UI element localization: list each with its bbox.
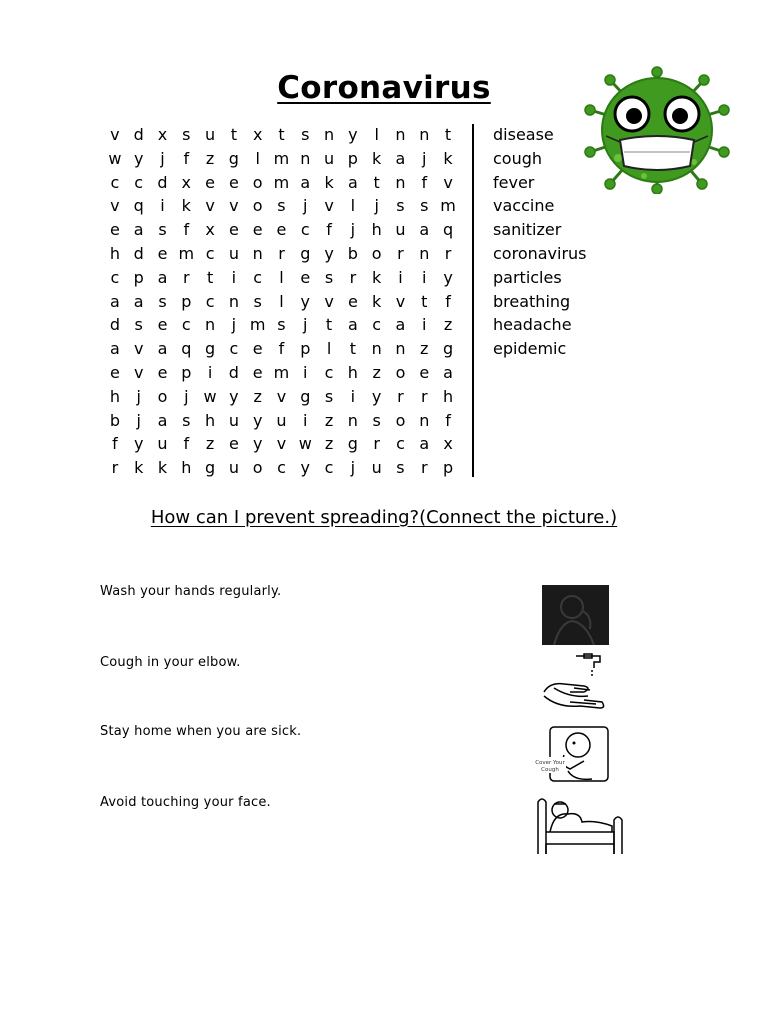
grid-letter: z bbox=[324, 410, 334, 430]
grid-letter: k bbox=[134, 458, 144, 478]
grid-letter: c bbox=[205, 291, 215, 311]
grid-letter: x bbox=[443, 434, 453, 454]
grid-letter: g bbox=[347, 434, 358, 454]
grid-letter: h bbox=[371, 220, 382, 240]
grid-letter: c bbox=[110, 267, 120, 287]
grid-letter: u bbox=[395, 220, 406, 240]
grid-letter: m bbox=[249, 315, 266, 335]
grid-letter: w bbox=[108, 148, 122, 168]
grid-letter: c bbox=[324, 362, 334, 382]
grid-letter: p bbox=[442, 458, 454, 478]
grid-letter: e bbox=[252, 362, 263, 382]
grid-letter: p bbox=[181, 362, 192, 382]
grid-letter: o bbox=[252, 172, 263, 192]
grid-letter: c bbox=[110, 172, 120, 192]
grid-letter: m bbox=[178, 243, 195, 263]
grid-row bbox=[103, 123, 460, 147]
grid-letter: d bbox=[157, 172, 168, 192]
grid-letter: e bbox=[300, 267, 311, 287]
grid-letter: g bbox=[300, 386, 311, 406]
grid-letter: n bbox=[395, 125, 406, 144]
cover-cough-text-2: Cough bbox=[541, 767, 559, 773]
grid-letter: h bbox=[181, 458, 192, 478]
grid-letter: v bbox=[133, 362, 144, 382]
grid-letter: b bbox=[109, 410, 120, 430]
grid-letter: c bbox=[229, 339, 239, 359]
grid-letter: t bbox=[278, 125, 285, 144]
grid-letter: n bbox=[228, 291, 239, 311]
grid-row bbox=[103, 171, 460, 195]
grid-letter: c bbox=[324, 458, 334, 478]
grid-letter: k bbox=[372, 267, 382, 287]
grid-letter: u bbox=[228, 243, 239, 263]
grid-letter: e bbox=[157, 243, 168, 263]
grid-letter: s bbox=[324, 267, 334, 287]
grid-letter: y bbox=[300, 291, 310, 311]
grid-letter: a bbox=[395, 315, 406, 335]
grid-letter: r bbox=[278, 243, 285, 263]
grid-letter: l bbox=[374, 125, 379, 144]
tip-wash-hands: Wash your hands regularly. bbox=[100, 584, 282, 599]
grid-letter: g bbox=[205, 458, 216, 478]
grid-letter: r bbox=[397, 386, 404, 406]
grid-letter: s bbox=[277, 196, 286, 216]
grid-letter: n bbox=[252, 243, 263, 263]
grid-letter: v bbox=[324, 196, 334, 216]
grid-row bbox=[103, 409, 460, 433]
tip-cough-elbow: Cough in your elbow. bbox=[100, 655, 241, 670]
grid-letter: i bbox=[350, 386, 356, 406]
grid-row bbox=[103, 432, 460, 456]
grid-letter: n bbox=[205, 315, 216, 335]
grid-letter: t bbox=[349, 339, 356, 359]
section-question: How can I prevent spreading?(Connect the picture.) bbox=[150, 507, 618, 528]
word-list bbox=[493, 123, 587, 361]
grid-row bbox=[103, 242, 460, 266]
grid-row bbox=[103, 361, 460, 385]
grid-letter: k bbox=[181, 196, 191, 216]
grid-letter: z bbox=[443, 315, 453, 335]
grid-letter: r bbox=[373, 434, 380, 454]
word-list-item: fever bbox=[493, 172, 535, 192]
grid-row bbox=[103, 147, 460, 171]
grid-letter: v bbox=[110, 125, 120, 144]
grid-letter: s bbox=[420, 196, 429, 216]
grid-letter: p bbox=[347, 148, 358, 168]
grid-letter: l bbox=[279, 267, 284, 287]
grid-letter: s bbox=[301, 125, 310, 144]
grid-letter: f bbox=[183, 220, 190, 240]
grid-letter: z bbox=[324, 434, 334, 454]
grid-letter: f bbox=[421, 172, 428, 192]
grid-letter: u bbox=[228, 410, 239, 430]
grid-letter: u bbox=[157, 434, 168, 454]
grid-letter: z bbox=[205, 148, 215, 168]
grid-letter: t bbox=[373, 172, 380, 192]
grid-letter: f bbox=[278, 339, 285, 359]
grid-letter: i bbox=[160, 196, 165, 216]
grid-letter: t bbox=[421, 291, 428, 311]
grid-letter: a bbox=[419, 434, 430, 454]
grid-row bbox=[103, 194, 460, 218]
word-list-item: epidemic bbox=[493, 339, 567, 359]
grid-letter: x bbox=[181, 172, 192, 192]
grid-letter: f bbox=[326, 220, 332, 240]
grid-letter: q bbox=[181, 339, 192, 359]
grid-letter: y bbox=[229, 386, 239, 406]
grid-letter: n bbox=[347, 410, 358, 430]
grid-letter: j bbox=[160, 148, 165, 168]
word-list-item: disease bbox=[493, 125, 554, 144]
grid-letter: w bbox=[298, 434, 312, 454]
grid-letter: l bbox=[255, 148, 260, 168]
grid-letter: a bbox=[300, 172, 311, 192]
grid-letter: c bbox=[300, 220, 310, 240]
grid-row bbox=[103, 218, 460, 242]
grid-letter: h bbox=[347, 362, 358, 382]
grid-letter: r bbox=[420, 458, 428, 478]
word-list-item: coronavirus bbox=[493, 243, 587, 263]
grid-letter: s bbox=[324, 386, 334, 406]
grid-letter: d bbox=[133, 125, 144, 144]
grid-letter: v bbox=[276, 434, 287, 454]
touching-face-picture bbox=[542, 585, 609, 645]
grid-letter: t bbox=[444, 125, 452, 144]
grid-letter: l bbox=[279, 291, 284, 311]
grid-letter: e bbox=[228, 172, 239, 192]
grid-letter: o bbox=[157, 386, 168, 406]
grid-letter: u bbox=[324, 148, 335, 168]
grid-letter: j bbox=[374, 196, 379, 216]
grid-letter: e bbox=[347, 291, 358, 311]
grid-letter: e bbox=[252, 339, 263, 359]
grid-letter: r bbox=[444, 243, 452, 263]
word-list-item: headache bbox=[493, 315, 572, 335]
grid-letter: v bbox=[395, 291, 406, 311]
grid-letter: p bbox=[133, 267, 144, 287]
grid-letter: i bbox=[422, 267, 427, 287]
grid-letter: e bbox=[252, 220, 263, 240]
grid-letter: l bbox=[350, 196, 356, 216]
grid-letter: e bbox=[109, 362, 120, 382]
grid-letter: s bbox=[158, 220, 167, 240]
grid-letter: u bbox=[371, 458, 382, 478]
grid-letter: h bbox=[109, 386, 120, 406]
grid-letter: k bbox=[372, 291, 382, 311]
grid-letter: k bbox=[157, 458, 168, 478]
grid-letter: y bbox=[371, 386, 382, 406]
grid-letter: n bbox=[324, 125, 335, 144]
grid-letter: o bbox=[395, 410, 406, 430]
grid-letter: e bbox=[157, 315, 168, 335]
grid-letter: r bbox=[397, 243, 404, 263]
grid-row bbox=[103, 337, 460, 361]
grid-letter: s bbox=[396, 458, 405, 478]
grid-letter: o bbox=[395, 362, 406, 382]
grid-letter: s bbox=[182, 410, 191, 430]
grid-letter: c bbox=[372, 315, 382, 335]
grid-letter: f bbox=[183, 434, 190, 454]
grid-letter: g bbox=[300, 243, 311, 263]
grid-letter: c bbox=[181, 315, 191, 335]
grid-letter: j bbox=[184, 386, 189, 406]
grid-letter: v bbox=[229, 196, 239, 216]
grid-letter: m bbox=[440, 196, 456, 216]
grid-letter: z bbox=[253, 386, 262, 406]
grid-letter: o bbox=[252, 196, 263, 216]
grid-letter: y bbox=[348, 125, 358, 144]
word-list-item: cough bbox=[493, 148, 543, 168]
grid-letter: q bbox=[133, 196, 144, 216]
grid-letter: k bbox=[324, 172, 334, 192]
grid-row bbox=[103, 385, 460, 409]
grid-letter: j bbox=[350, 458, 356, 478]
grid-letter: y bbox=[443, 267, 453, 287]
grid-letter: p bbox=[300, 339, 311, 359]
grid-letter: z bbox=[372, 362, 381, 382]
grid-letter: o bbox=[371, 243, 382, 263]
grid-letter: n bbox=[395, 172, 406, 192]
grid-letter: i bbox=[422, 315, 427, 335]
word-search-grid bbox=[103, 123, 460, 480]
grid-letter: a bbox=[109, 291, 120, 311]
grid-letter: e bbox=[228, 434, 239, 454]
grid-letter: y bbox=[133, 434, 144, 454]
grid-row bbox=[103, 266, 460, 290]
word-list-item: breathing bbox=[493, 291, 571, 311]
grid-letter: h bbox=[205, 410, 216, 430]
grid-letter: j bbox=[303, 315, 308, 335]
grid-letter: a bbox=[133, 220, 144, 240]
grid-letter: d bbox=[133, 243, 144, 263]
grid-letter: y bbox=[300, 458, 310, 478]
page-title: Coronavirus bbox=[277, 70, 491, 106]
grid-letter: j bbox=[422, 148, 427, 168]
grid-letter: q bbox=[442, 220, 454, 240]
grid-letter: n bbox=[419, 243, 430, 263]
grid-letter: a bbox=[157, 267, 168, 287]
cover-cough-text-1: Cover Your bbox=[535, 760, 565, 766]
grid-row bbox=[103, 456, 460, 480]
grid-letter: t bbox=[230, 125, 238, 144]
grid-letter: h bbox=[109, 243, 120, 263]
grid-letter: c bbox=[205, 243, 215, 263]
grid-letter: j bbox=[136, 386, 141, 406]
grid-letter: j bbox=[136, 410, 141, 430]
sick-in-bed-picture bbox=[532, 792, 628, 856]
grid-letter: n bbox=[419, 125, 430, 144]
grid-letter: c bbox=[134, 172, 144, 192]
grid-letter: k bbox=[372, 148, 382, 168]
grid-letter: a bbox=[419, 220, 430, 240]
grid-divider bbox=[472, 124, 474, 477]
grid-letter: c bbox=[396, 434, 405, 454]
grid-letter: x bbox=[157, 125, 168, 144]
grid-letter: l bbox=[326, 339, 332, 359]
grid-letter: c bbox=[253, 267, 263, 287]
cover-cough-picture bbox=[534, 725, 610, 783]
grid-letter: e bbox=[228, 220, 239, 240]
grid-letter: r bbox=[420, 386, 428, 406]
grid-letter: a bbox=[109, 339, 120, 359]
grid-letter: s bbox=[158, 291, 167, 311]
grid-letter: s bbox=[277, 315, 286, 335]
grid-letter: s bbox=[396, 196, 405, 216]
grid-letter: u bbox=[228, 458, 239, 478]
hand-washing-picture bbox=[540, 652, 612, 714]
grid-letter: u bbox=[276, 410, 287, 430]
grid-letter: a bbox=[133, 291, 144, 311]
grid-letter: x bbox=[252, 125, 263, 144]
word-list-item: vaccine bbox=[493, 196, 555, 216]
grid-row bbox=[103, 313, 460, 337]
grid-letter: r bbox=[111, 458, 119, 478]
grid-letter: s bbox=[253, 291, 262, 311]
grid-letter: i bbox=[303, 362, 308, 382]
grid-letter: v bbox=[443, 172, 453, 192]
grid-letter: b bbox=[347, 243, 358, 263]
grid-letter: e bbox=[205, 172, 215, 192]
grid-letter: v bbox=[133, 339, 144, 359]
grid-letter: r bbox=[183, 267, 190, 287]
grid-letter: i bbox=[231, 267, 237, 287]
grid-letter: f bbox=[183, 148, 190, 168]
word-list-item: sanitizer bbox=[493, 220, 562, 240]
grid-letter: j bbox=[231, 315, 237, 335]
grid-letter: u bbox=[205, 125, 216, 144]
grid-letter: x bbox=[205, 220, 215, 240]
grid-letter: a bbox=[443, 362, 453, 382]
grid-letter: m bbox=[273, 148, 290, 168]
tip-stay-home: Stay home when you are sick. bbox=[100, 724, 302, 739]
grid-letter: y bbox=[252, 434, 263, 454]
grid-letter: s bbox=[182, 125, 191, 144]
grid-letter: a bbox=[347, 172, 358, 192]
grid-letter: e bbox=[276, 220, 287, 240]
grid-letter: v bbox=[324, 291, 334, 311]
grid-letter: e bbox=[157, 362, 168, 382]
grid-letter: a bbox=[395, 148, 406, 168]
grid-letter: g bbox=[228, 148, 239, 168]
grid-letter: e bbox=[419, 362, 430, 382]
grid-letter: v bbox=[205, 196, 215, 216]
grid-letter: e bbox=[109, 220, 120, 240]
grid-letter: i bbox=[207, 362, 213, 382]
grid-letter: g bbox=[205, 339, 216, 359]
grid-letter: j bbox=[303, 196, 308, 216]
word-list-item: particles bbox=[493, 267, 562, 287]
grid-letter: m bbox=[273, 172, 290, 192]
grid-letter: z bbox=[420, 339, 429, 359]
grid-letter: t bbox=[206, 267, 214, 287]
grid-row bbox=[103, 290, 460, 314]
grid-letter: k bbox=[443, 148, 453, 168]
grid-letter: d bbox=[109, 315, 120, 335]
grid-letter: v bbox=[276, 386, 287, 406]
grid-letter: m bbox=[273, 362, 290, 382]
grid-letter: n bbox=[419, 410, 430, 430]
grid-letter: j bbox=[350, 220, 356, 240]
grid-letter: r bbox=[349, 267, 357, 287]
grid-letter: v bbox=[110, 196, 120, 216]
grid-letter: t bbox=[325, 315, 333, 335]
grid-letter: f bbox=[445, 410, 451, 430]
grid-letter: y bbox=[133, 148, 144, 168]
grid-letter: y bbox=[324, 243, 334, 263]
grid-letter: y bbox=[252, 410, 263, 430]
grid-letter: d bbox=[228, 362, 239, 382]
grid-letter: s bbox=[372, 410, 381, 430]
grid-letter: g bbox=[442, 339, 454, 359]
grid-letter: n bbox=[300, 148, 311, 168]
grid-letter: h bbox=[442, 386, 454, 406]
grid-letter: i bbox=[303, 410, 308, 430]
grid-letter: i bbox=[398, 267, 403, 287]
grid-letter: w bbox=[203, 386, 217, 406]
grid-letter: c bbox=[277, 458, 286, 478]
grid-letter: n bbox=[371, 339, 382, 359]
grid-letter: f bbox=[445, 291, 451, 311]
grid-letter: a bbox=[347, 315, 358, 335]
grid-letter: f bbox=[112, 434, 118, 454]
grid-letter: a bbox=[157, 410, 168, 430]
grid-letter: p bbox=[181, 291, 192, 311]
grid-letter: n bbox=[395, 339, 406, 359]
grid-letter: z bbox=[205, 434, 215, 454]
virus-mascot-icon bbox=[584, 66, 730, 194]
grid-letter: s bbox=[134, 315, 143, 335]
tip-avoid-touching: Avoid touching your face. bbox=[100, 795, 271, 810]
grid-letter: o bbox=[252, 458, 263, 478]
grid-letter: a bbox=[157, 339, 168, 359]
